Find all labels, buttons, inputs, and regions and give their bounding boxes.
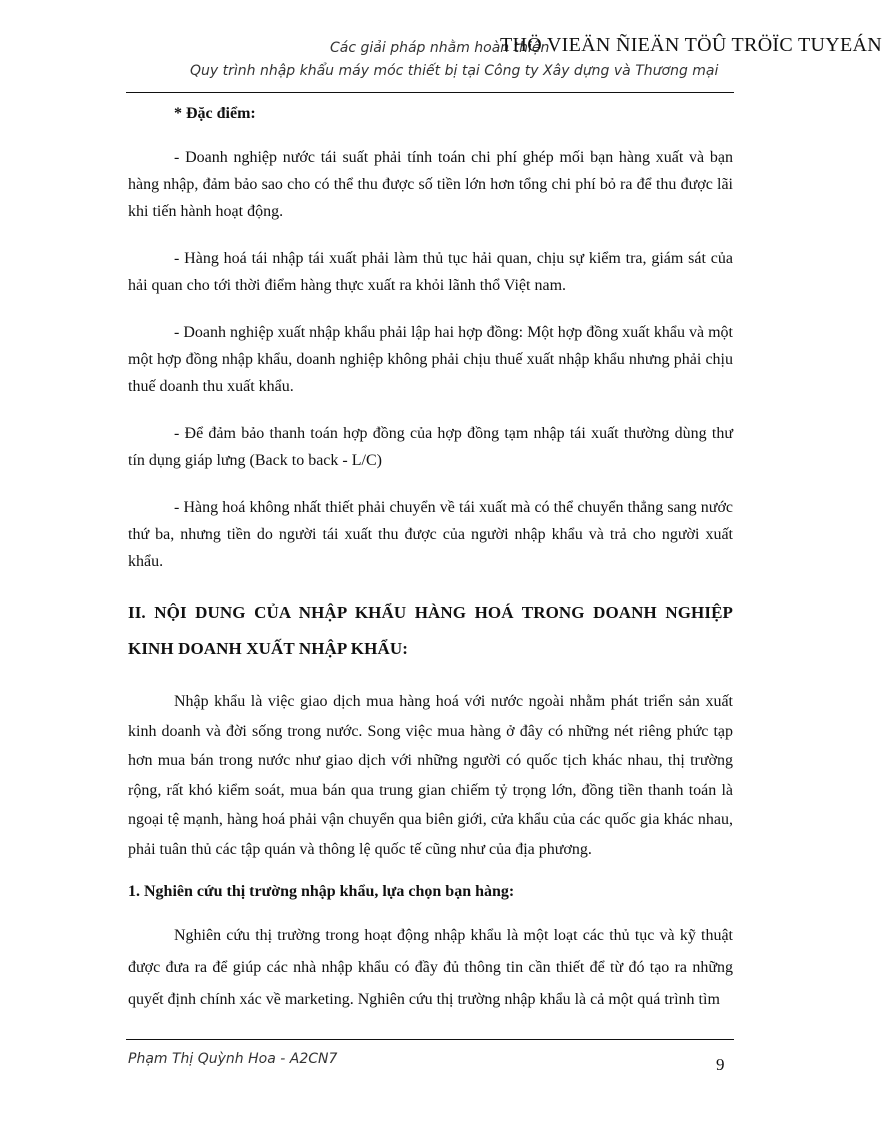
footer-divider: [126, 1039, 734, 1040]
section-intro-paragraph: Nhập khẩu là việc giao dịch mua hàng hoá với nước ngoài nhằm phát triển sản xuất kinh doanh và đời sống trong nước. Song việc mua hàng ở đây có những nét riêng phức tạp hơn mua bán trong nước như giao dịch với những người có quốc tịch khác nhau, thị trường rộng, rất khó kiểm soát, mua bán qua trung gian chiếm tỷ trọng lớn, đồng tiền thanh toán là ngoại tệ mạnh, hàng hoá phải vận chuyển qua biên giới, cửa khẩu của các quốc gia khác nhau, phải tuân thủ các tập quán và thông lệ quốc tế cũng như của địa phương.: [128, 693, 733, 858]
feature-paragraph: - Doanh nghiệp xuất nhập khẩu phải lập hai hợp đồng: Một hợp đồng xuất khẩu và một một hợp đồng nhập khẩu, doanh nghiệp không phải chịu thuế xuất nhập khẩu nhưng phải chịu thuế doanh thu xuất khẩu.: [128, 324, 733, 395]
header-watermark: THÖ VIEÄN ÑIEÄN TÖÛ TRÖÏC TUYEÁN: [500, 34, 882, 56]
subsection-paragraph: Nghiên cứu thị trường trong hoạt động nhập khẩu là một loạt các thủ tục và kỹ thuật được đưa ra để giúp các nhà nhập khẩu có đầy đủ thông tin cần thiết để từ đó tạo ra những quyết định chính xác về marketing. Nghiên cứu thị trường nhập khẩu là cả một quá trình tìm: [128, 927, 733, 1008]
page-number: 9: [716, 1055, 725, 1074]
page-body: [128, 100, 733, 1016]
header-divider: [126, 92, 734, 93]
feature-paragraph: - Để đảm bảo thanh toán hợp đồng của hợp đồng tạm nhập tái xuất thường dùng thư tín dụng giáp lưng (Back to back - L/C): [128, 425, 733, 469]
subsection-heading: 1. Nghiên cứu thị trường nhập khẩu, lựa chọn bạn hàng:: [128, 883, 515, 900]
section-heading: II. NỘI DUNG CỦA NHẬP KHẨU HÀNG HOÁ TRONG DOANH NGHIỆP KINH DOANH XUẤT NHẬP KHẨU:: [128, 603, 733, 658]
header-title-line1: Các giải pháp nhằm hoàn thiện: [330, 40, 550, 56]
feature-paragraph: - Hàng hoá không nhất thiết phải chuyển về tái xuất mà có thể chuyển thẳng sang nước thứ ba, nhưng tiền do người tái xuất thu được của người nhập khẩu và trả cho người xuất khẩu.: [128, 499, 733, 570]
features-heading: * Đặc điểm:: [174, 105, 256, 122]
footer-author: Phạm Thị Quỳnh Hoa - A2CN7: [128, 1051, 338, 1067]
page-header: [0, 0, 882, 96]
header-title-line2: Quy trình nhập khẩu máy móc thiết bị tại Công ty Xây dựng và Thương mại: [190, 63, 719, 79]
feature-paragraph: - Hàng hoá tái nhập tái xuất phải làm thủ tục hải quan, chịu sự kiểm tra, giám sát của hải quan cho tới thời điểm hàng thực xuất ra khỏi lãnh thổ Việt nam.: [128, 250, 733, 294]
feature-paragraph: - Doanh nghiệp nước tái suất phải tính toán chi phí ghép mối bạn hàng xuất và bạn hàng nhập, đảm bảo sao cho có thể thu được số tiền lớn hơn tổng chi phí bỏ ra để thu được lãi khi tiến hành hoạt động.: [128, 149, 733, 220]
